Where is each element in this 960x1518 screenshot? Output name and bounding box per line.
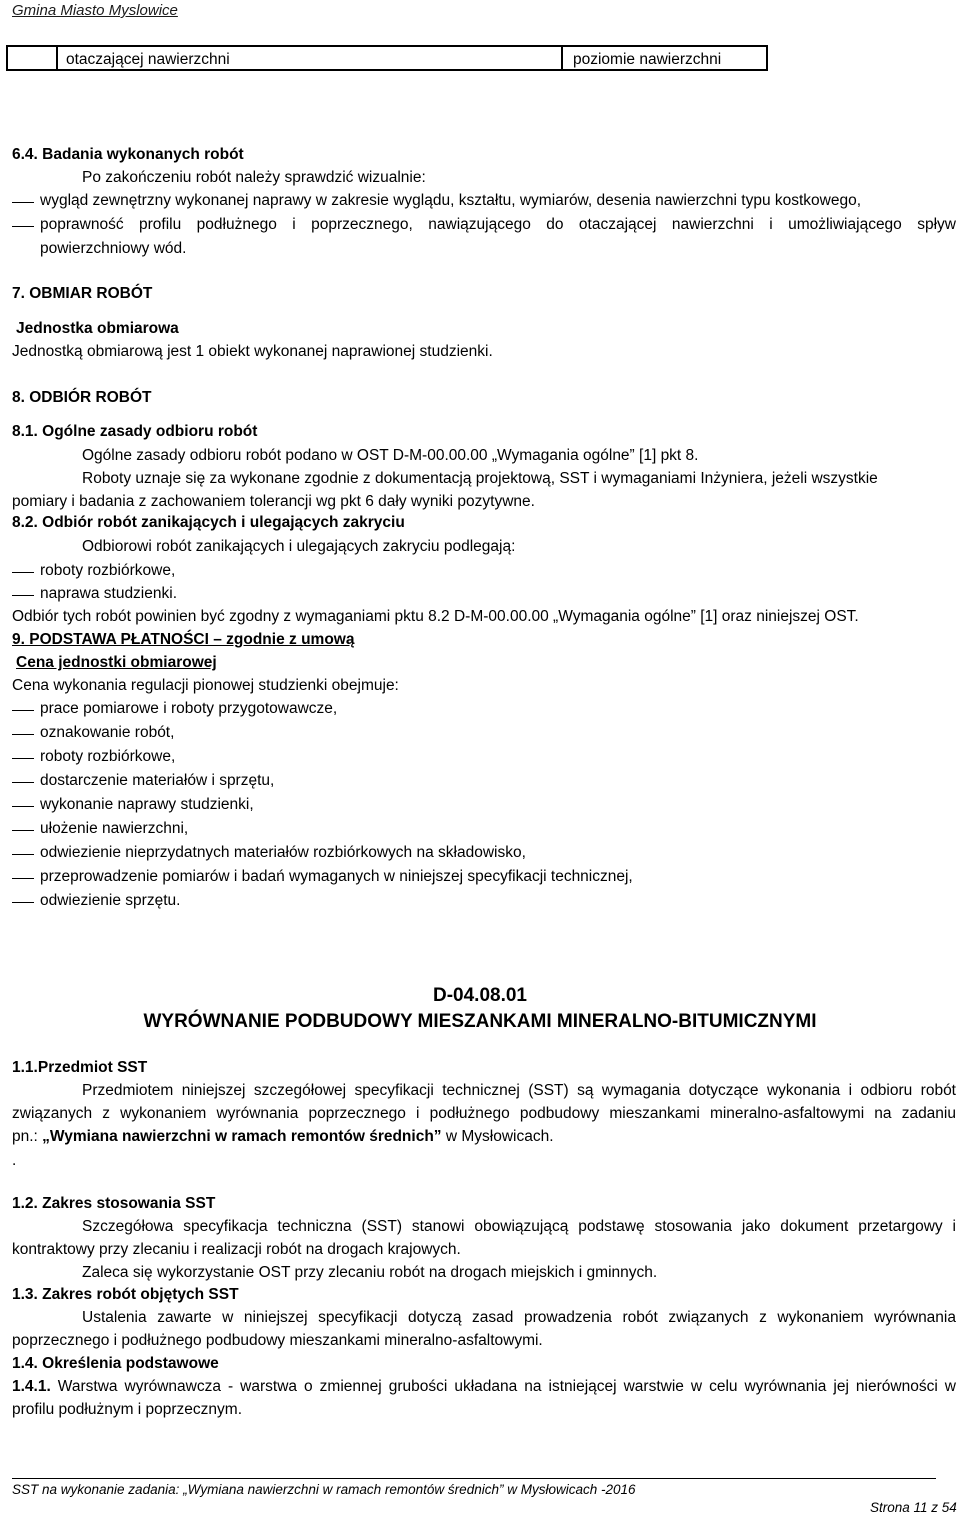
section-8-2-item-2: naprawa studzienki.	[40, 585, 177, 602]
page-number: Strona 11 z 54	[870, 1500, 957, 1515]
section-8-1-para-line-1: Roboty uznaje się za wykonane zgodnie z dokumentacją projektową, SST i wymaganiami Inżyniera, jeżeli wszystkie	[82, 470, 878, 487]
section-7-sub: Jednostka obmiarowa	[16, 320, 179, 337]
section-1-3-heading: 1.3. Zakres robót objętych SST	[12, 1286, 239, 1303]
section-8-1-para-line-2: pomiary i badania z zachowaniem tolerancji wg pkt 6 dały wyniki pozytywne.	[12, 493, 535, 510]
section-9-item: ułożenie nawierzchni,	[40, 820, 189, 837]
section-1-1-line-2: związanych z wykonaniem wyrównania poprzecznego i podłużnego podbudowy mieszankami mineralno-asfaltowymi na zadaniu	[12, 1105, 956, 1122]
section-7-text: Jednostką obmiarową jest 1 obiekt wykonanej naprawionej studzienki.	[12, 343, 493, 360]
section-1-4-1-number: 1.4.1.	[12, 1378, 51, 1395]
footer-rule	[12, 1478, 936, 1479]
dash-icon	[12, 595, 34, 596]
stray-dot: .	[12, 1152, 17, 1169]
dash-icon	[12, 782, 34, 783]
table-col-empty	[8, 47, 58, 69]
section-1-4-1-text: Warstwa wyrównawcza - warstwa o zmiennej grubości układana na istniejącej warstwie w celu wyrównania jej nierówności w	[50, 1378, 956, 1395]
dash-icon	[12, 734, 34, 735]
dash-icon	[12, 806, 34, 807]
table-cell-1: otaczającej nawierzchni	[66, 51, 230, 68]
section-6-4-intro: Po zakończeniu robót należy sprawdzić wizualnie:	[82, 169, 426, 186]
section-9-item: roboty rozbiórkowe,	[40, 748, 176, 765]
section-1-3-line-2: poprzecznego i podłużnego podbudowy mieszankami mineralno-asfaltowymi.	[12, 1332, 543, 1349]
dash-icon	[12, 830, 34, 831]
footer-text: SST na wykonanie zadania: „Wymiana nawierzchni w ramach remontów średnich” w Mysłowicach -2016	[12, 1482, 636, 1497]
section-9-sub: Cena jednostki obmiarowej	[16, 654, 217, 671]
dash-icon	[12, 878, 34, 879]
dash-icon	[12, 226, 34, 227]
section-9-item: odwiezienie sprzętu.	[40, 892, 181, 909]
section-1-2-line-1: Szczegółowa specyfikacja techniczna (SST) stanowi obowiązującą podstawę stosowania jako dokument przetargowy i	[82, 1218, 956, 1235]
dash-icon	[12, 758, 34, 759]
section-8-2-heading: 8.2. Odbiór robót zanikających i ulegających zakryciu	[12, 514, 405, 531]
dash-icon	[12, 902, 34, 903]
section-6-4-item-2-line-1: poprawność profilu podłużnego i poprzecznego, nawiązującego do otaczającej nawierzchni i umożliwiającego spływ	[40, 216, 956, 233]
section-8-2-item-1: roboty rozbiórkowe,	[40, 562, 176, 579]
section-9-item: przeprowadzenie pomiarów i badań wymaganych w niniejszej specyfikacji technicznej,	[40, 868, 633, 885]
section-9-item: oznakowanie robót,	[40, 724, 175, 741]
section-1-1-heading: 1.1.Przedmiot SST	[12, 1059, 148, 1076]
table-fragment	[6, 45, 768, 71]
section-8-1-heading: 8.1. Ogólne zasady odbioru robót	[12, 423, 258, 440]
section-1-4-heading: 1.4. Określenia podstawowe	[12, 1355, 219, 1372]
section-1-1-line-3	[12, 1128, 554, 1147]
dash-icon	[12, 710, 34, 711]
section-9-intro: Cena wykonania regulacji pionowej studzienki obejmuje:	[12, 677, 399, 694]
section-9-heading: 9. PODSTAWA PŁATNOŚCI – zgodnie z umową	[12, 631, 355, 648]
section-9-item: prace pomiarowe i roboty przygotowawcze,	[40, 700, 338, 717]
section-1-1-suffix: w Mysłowicach.	[441, 1128, 554, 1145]
section-8-2-end: Odbiór tych robót powinien być zgodny z wymaganiami pktu 8.2 D-M-00.00.00 „Wymagania ogólne” [1] oraz niniejszej OST.	[12, 608, 859, 625]
task-name: „Wymiana nawierzchni w ramach remontów średnich”	[42, 1128, 442, 1145]
section-1-2-heading: 1.2. Zakres stosowania SST	[12, 1195, 216, 1212]
dash-icon	[12, 202, 34, 203]
dash-icon	[12, 572, 34, 573]
section-6-4-heading: 6.4. Badania wykonanych robót	[12, 146, 244, 163]
section-1-4-1-line-1	[12, 1378, 956, 1397]
section-9-item: dostarczenie materiałów i sprzętu,	[40, 772, 275, 789]
section-8-1-text: Ogólne zasady odbioru robót podano w OST D-M-00.00.00 „Wymagania ogólne” [1] pkt 8.	[82, 447, 699, 464]
section-6-4-item-2-line-2: powierzchniowy wód.	[40, 240, 187, 257]
section-9-item: wykonanie naprawy studzienki,	[40, 796, 254, 813]
section-6-4-item-1: wygląd zewnętrzny wykonanej naprawy w zakresie wyglądu, kształtu, wymiarów, desenia nawierzchni typu kostkowego,	[40, 192, 862, 209]
section-8-2-text: Odbiorowi robót zanikających i ulegających zakryciu podlegają:	[82, 538, 516, 555]
section-8-heading: 8. ODBIÓR ROBÓT	[12, 389, 152, 406]
header-title: Gmina Miasto Myslowice	[12, 2, 178, 19]
dash-icon	[12, 854, 34, 855]
section-1-1-line-1: Przedmiotem niniejszej szczegółowej specyfikacji technicznej (SST) są wymagania dotyczące wykonania i odbioru robót	[82, 1082, 956, 1099]
section-7-heading: 7. OBMIAR ROBÓT	[12, 285, 153, 302]
section-1-1-prefix: pn.:	[12, 1128, 43, 1145]
section-1-2-line-3: Zaleca się wykorzystanie OST przy zlecaniu robót na drogach miejskich i gminnych.	[82, 1264, 658, 1281]
spec-title: WYRÓWNANIE PODBUDOWY MIESZANKAMI MINERALNO-BITUMICZNYMI	[143, 1011, 817, 1032]
section-9-item: odwiezienie nieprzydatnych materiałów rozbiórkowych na składowisko,	[40, 844, 526, 861]
section-1-2-line-2: kontraktowy przy zlecaniu i realizacji robót na drogach krajowych.	[12, 1241, 461, 1258]
spec-code: D-04.08.01	[432, 985, 527, 1006]
section-1-3-line-1: Ustalenia zawarte w niniejszej specyfikacji dotyczą zasad prowadzenia robót związanych z wykonaniem wyrównania	[82, 1309, 956, 1326]
section-1-4-1-line-2: profilu podłużnym i poprzecznym.	[12, 1401, 243, 1418]
table-cell-2: poziomie nawierzchni	[573, 51, 722, 68]
